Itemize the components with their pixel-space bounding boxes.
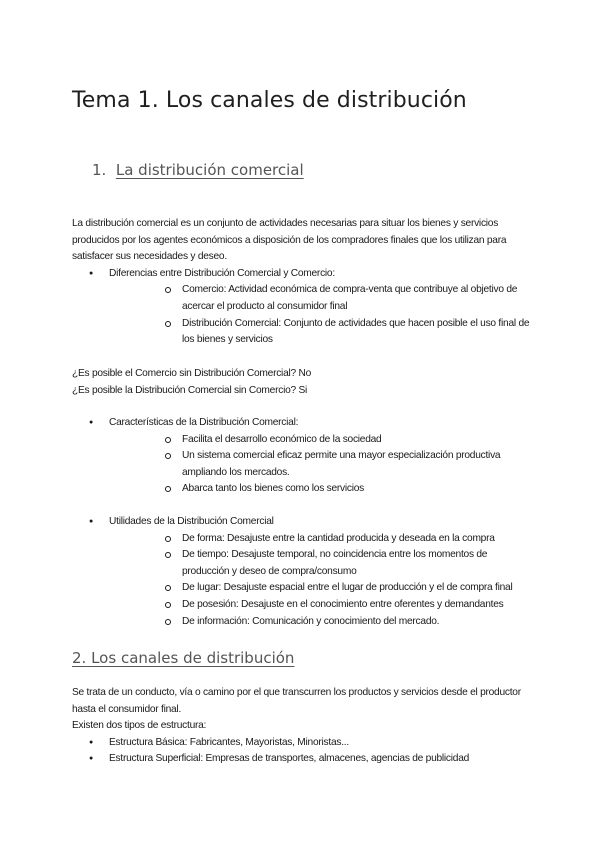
section-1-heading xyxy=(92,161,304,179)
page-title: Tema 1. Los canales de distribución xyxy=(72,88,467,113)
caracteristicas-label: Características de la Distribución Comercial: xyxy=(109,417,299,428)
list-item: Un sistema comercial eficaz permite una mayor especialización productiva ampliando los mercados. xyxy=(109,448,534,481)
section-2-title xyxy=(72,649,294,667)
section-2-intro: Se trata de un conducto, vía o camino por el que transcurren los productos y servicios desde el productor hasta el consumidor final. xyxy=(72,687,521,715)
section-1-intro: La distribución comercial es un conjunto de actividades necesarias para situar los bienes y servicios producidos por los agentes económicos a disposición de los compradores finales que los utilizan para satisfacer sus necesidades y deseo. xyxy=(72,218,507,263)
question-2: ¿Es posible la Distribución Comercial sin Comercio? Si xyxy=(72,384,308,396)
section-2-title-text: Los canales de distribución xyxy=(91,649,295,667)
list-item: De tiempo: Desajuste temporal, no coincidencia entre los momentos de producción y deseo de compra/consumo xyxy=(109,547,534,580)
list-item: Abarca tanto los bienes como los servicios xyxy=(109,481,534,498)
list-item: Comercio: Actividad económica de compra-venta que contribuye al objetivo de acercar el producto al consumidor final xyxy=(109,282,534,315)
list-item: ● Estructura Superficial: Empresas de transportes, almacenes, agencias de publicidad xyxy=(72,751,534,768)
list-item xyxy=(72,514,534,630)
list-item: Distribución Comercial: Conjunto de actividades que hacen posible el uso final de los bienes y servicios xyxy=(109,316,534,349)
section-1-body xyxy=(72,216,534,349)
diferencias-label: Diferencias entre Distribución Comercial y Comercio: xyxy=(109,267,335,279)
list-item: Facilita el desarrollo económico de la sociedad xyxy=(109,432,534,449)
section-2-heading xyxy=(72,649,294,667)
list-item xyxy=(72,415,534,498)
utilidades-label: Utilidades de la Distribución Comercial xyxy=(109,516,274,527)
diferencias-sublist xyxy=(109,282,534,348)
section-2-number: 2. xyxy=(72,649,87,667)
caracteristicas-block xyxy=(72,415,534,498)
list-item: De forma: Desajuste entre la cantidad producida y deseada en la compra xyxy=(109,531,534,548)
diferencias-list xyxy=(72,266,534,349)
caracteristicas-list xyxy=(72,415,534,498)
list-item: De posesión: Desajuste en el conocimiento entre oferentes y demandantes xyxy=(109,597,534,614)
list-item: ● Estructura Básica: Fabricantes, Mayoristas, Minoristas... xyxy=(72,735,534,752)
section-2-tipos-label: Existen dos tipos de estructura: xyxy=(72,720,207,732)
section-2-body xyxy=(72,685,534,768)
utilidades-list xyxy=(72,514,534,630)
utilidades-sublist xyxy=(109,531,534,631)
questions-block xyxy=(72,366,534,399)
tipos-list xyxy=(72,735,534,768)
section-1-title: La distribución comercial xyxy=(115,161,304,179)
question-1: ¿Es posible el Comercio sin Distribución Comercial? No xyxy=(72,368,312,379)
list-item: De información: Comunicación y conocimiento del mercado. xyxy=(109,614,534,631)
utilidades-block xyxy=(72,514,534,630)
section-1-number: 1. xyxy=(92,161,107,179)
list-item xyxy=(72,266,534,349)
list-item: De lugar: Desajuste espacial entre el lugar de producción y el de compra final xyxy=(109,580,534,597)
caracteristicas-sublist xyxy=(109,432,534,498)
